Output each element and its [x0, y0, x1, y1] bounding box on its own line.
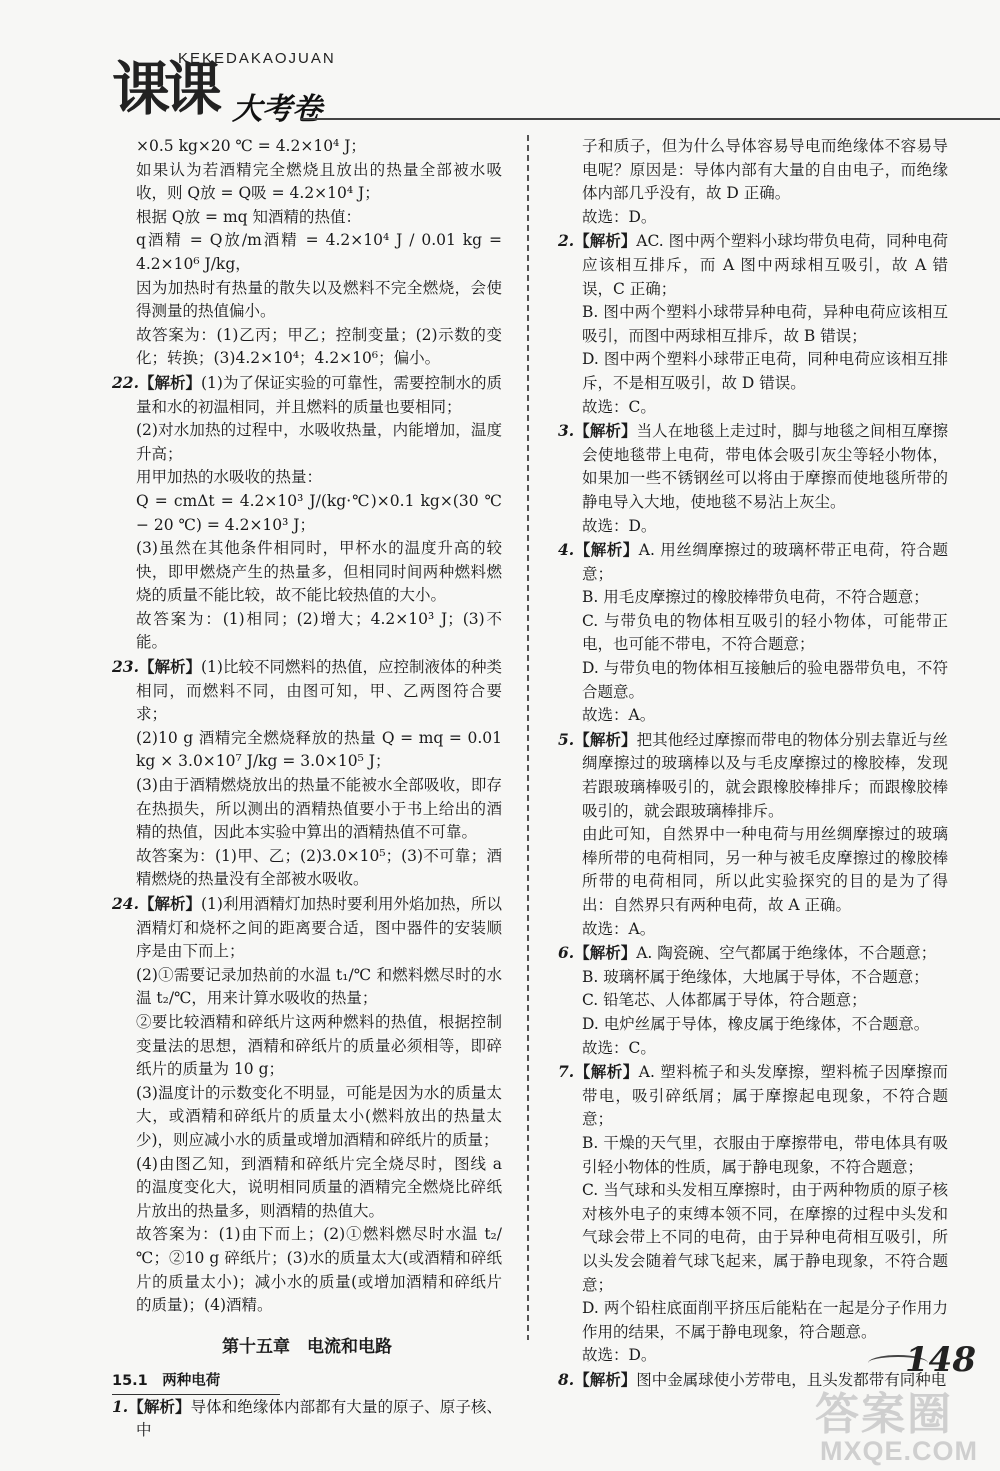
paragraph-text: 故答案为：(1)甲、乙；(2)3.0×10⁵；(3)不可靠；酒精燃烧的热量没有全部被水吸收。: [136, 846, 502, 889]
question-number: 5.: [558, 729, 575, 749]
paragraph-text: 故选：D。: [582, 1346, 657, 1365]
paragraph-text: B. 玻璃杯属于绝缘体，大地属于导体，不合题意；: [582, 967, 929, 986]
right-column: [558, 135, 948, 1392]
paragraph-text: 根据 Q放 = mq 知酒精的热值：: [136, 207, 362, 226]
question-number: 3.: [558, 421, 575, 441]
question-number: 1.: [112, 1396, 129, 1416]
paragraph-text: 由此可知，自然界中一种电荷与用丝绸摩擦过的玻璃棒所带的电荷相同，另一种与被毛皮摩擦过的橡胶棒所带的电荷相同，所以此实验探究的目的是为了得出：自然界只有两种电荷，故 A 正确。: [582, 825, 948, 914]
chapter-title: 第十五章 电流和电路: [222, 1336, 392, 1357]
paragraph-l4: [112, 229, 502, 276]
question-number: 22.: [112, 372, 139, 392]
question-number: 8.: [558, 1369, 575, 1389]
paragraph-text: (1)利用酒精灯加热时要利用外焰加热，所以酒精灯和烧杯之间的距离要合适，图中器件的安装顺序是由下而上；: [136, 895, 502, 961]
paragraph-l11: [112, 537, 502, 608]
paragraph-text: 故选：D。: [582, 516, 657, 535]
paragraph-l2: [112, 159, 502, 206]
paragraph-r17: [558, 941, 948, 966]
paragraph-l19: [112, 1011, 502, 1082]
paragraph-r20: [558, 1013, 948, 1037]
paragraph-r22: [558, 1060, 948, 1132]
paragraph-r21: [558, 1037, 948, 1061]
question-number: 2.: [558, 231, 575, 251]
analysis-tag: 【解析】: [574, 943, 637, 963]
analysis-tag: 【解析】: [138, 894, 201, 913]
paragraph-r19: [558, 989, 948, 1013]
paragraph-text: A. 陶瓷碗、空气都属于绝缘体，不合题意；: [636, 944, 937, 963]
page-number: 148: [905, 1340, 976, 1380]
paragraph-text: ×0.5 kg×20 ℃ = 4.2×10⁴ J；: [136, 137, 366, 155]
paragraph-text: (1)比较不同燃料的热值，应控制液体的种类相同，而燃料不同，由图可知，甲、乙两图符合要求；: [136, 658, 502, 724]
paragraph-r2: [558, 206, 948, 230]
paragraph-text: 如果认为若酒精完全燃烧且放出的热量全部被水吸收，则 Q放 = Q吸 = 4.2×10⁴ J；: [136, 160, 502, 203]
question-number: 4.: [558, 540, 575, 560]
question-number: 6.: [558, 943, 575, 963]
paragraph-text: C. 与带负电的物体相互吸引的轻小物体，可能带正电，也可能不带电，不符合题意；: [582, 611, 948, 654]
paragraph-text: B. 用毛皮摩擦过的橡胶棒带负电荷，不符合题意；: [582, 588, 929, 607]
paragraph-text: q酒精 = Q放/m酒精 = 4.2×10⁴ J / 0.01 kg = 4.2×10⁶ J/kg，: [136, 231, 502, 273]
analysis-tag: 【解析】: [138, 372, 201, 392]
paragraph-l20: [112, 1082, 502, 1153]
paragraph-r14: [558, 728, 948, 823]
paragraph-text: 故选：C。: [582, 397, 656, 416]
paragraph-l12: [112, 608, 502, 655]
paragraph-r18: [558, 966, 948, 990]
paragraph-l7: [112, 371, 502, 419]
paragraph-r6: [558, 396, 948, 420]
question-number: 23.: [112, 657, 139, 677]
paragraph-l6: [112, 324, 502, 371]
paragraph-text: ②要比较酒精和碎纸片这两种燃料的热值，根据控制变量法的思想，酒精和碎纸片的质量必须相等，即碎纸片的质量为 10 g；: [136, 1012, 502, 1079]
paragraph-l3: [112, 206, 502, 230]
analysis-tag: 【解析】: [128, 1396, 191, 1416]
analysis-tag: 【解析】: [574, 1062, 639, 1082]
analysis-tag: 【解析】: [574, 729, 637, 749]
paragraph-l17: [112, 892, 502, 964]
paragraph-l15: [112, 774, 502, 845]
brand-latin: KEKEDAKAOJUAN: [178, 50, 336, 67]
analysis-tag: 【解析】: [138, 657, 201, 677]
section-title: 15.1 两种电荷: [112, 1370, 280, 1395]
header-rule: [300, 118, 1000, 120]
paragraph-l22: [112, 1223, 502, 1317]
paragraph-r7: [558, 419, 948, 514]
paragraph-text: D. 电炉丝属于导体，橡皮属于绝缘体，不合题意。: [582, 1014, 930, 1033]
paragraph-l16: [112, 845, 502, 892]
paragraph-text: B. 干燥的天气里，衣服由于摩擦带电，带电体具有吸引轻小物体的性质，属于静电现象，不符合题意；: [582, 1133, 948, 1176]
paragraph-r10: [558, 586, 948, 610]
paragraph-r1: [558, 135, 948, 206]
paragraph-text: 故选：C。: [582, 1038, 656, 1057]
paragraph-text: B. 图中两个塑料小球带异种电荷，异种电荷应该相互吸引，而图中两球相互排斥，故 B 错误；: [582, 303, 948, 345]
brand-name: 大考卷: [232, 92, 322, 127]
paragraph-r23: [558, 1132, 948, 1179]
column-divider: [527, 135, 529, 1340]
paragraph-r5: [558, 348, 948, 395]
paragraph-text: (1)为了保证实验的可靠性，需要控制水的质量和水的初温相同，并且燃料的质量也要相同；: [136, 373, 502, 416]
paragraph-r3: [558, 229, 948, 301]
paragraph-text: 因为加热时有热量的散失以及燃料不完全燃烧，会使得测量的热值偏小。: [136, 278, 502, 321]
watermark-url: MXQE.COM: [820, 1436, 979, 1466]
paragraph-text: 图中金属球使小芳带电，且头发都带有同种电: [636, 1370, 947, 1389]
paragraph-l9: [112, 466, 502, 490]
paragraph-text: (4)由图乙知，到酒精和碎纸片完全烧尽时，图线 a 的温度变化大，说明相同质量的酒精完全燃烧比碎纸片放出的热量多，则酒精的热值大。: [136, 1154, 502, 1220]
paragraph-l21: [112, 1153, 502, 1224]
paragraph-text: 故答案为：(1)由下而上；(2)①燃料燃尽时水温 t₂/℃；②10 g 碎纸片；(3)水的质量太大(或酒精和碎纸片的质量太小)；减小水的质量(或增加酒精和碎纸片的质量)；(4)酒精。: [136, 1225, 502, 1315]
paragraph-text: (3)由于酒精燃烧放出的热量不能被水全部吸收，即存在热损失，所以测出的酒精热值要小于书上给出的酒精的热值，因此本实验中算出的酒精热值不可靠。: [136, 776, 502, 842]
paragraph-text: 用甲加热的水吸收的热量：: [136, 468, 323, 487]
paragraph-l8: [112, 419, 502, 466]
paragraph-text: 故选：A。: [582, 706, 656, 725]
paragraph-text: 把其他经过摩擦而带电的物体分别去靠近与丝绸摩擦过的玻璃棒以及与毛皮摩擦过的橡胶棒，发现若跟玻璃棒吸引的，就会跟橡胶棒排斥；而跟橡胶棒吸引的，就会跟玻璃棒排斥。: [582, 730, 948, 820]
question-number: 24.: [112, 894, 139, 913]
paragraph-text: AC. 图中两个塑料小球均带负电荷，同种电荷应该相互排斥，而 A 图中两球相互吸引，故 A 错误，C 正确；: [582, 232, 948, 298]
paragraph-text: (2)10 g 酒精完全燃烧释放的热量 Q = mq = 0.01 kg × 3.0×10⁷ J/kg = 3.0×10⁵ J；: [136, 728, 502, 771]
paragraph-r4: [558, 301, 948, 348]
page-header: [0, 0, 1000, 130]
paragraph-r25: [558, 1297, 948, 1344]
question-number: 7.: [558, 1062, 575, 1082]
paragraph-l14: [112, 727, 502, 774]
paragraph-r13: [558, 704, 948, 728]
analysis-tag: 【解析】: [574, 231, 637, 251]
watermark-logo: 答案圈: [815, 1389, 953, 1440]
analysis-tag: 【解析】: [574, 540, 639, 560]
paragraph-r16: [558, 918, 948, 942]
paragraph-r11: [558, 610, 948, 657]
paragraph-text: 故选：D。: [582, 207, 657, 226]
paragraph-text: D. 与带负电的物体相互接触后的验电器带负电，不符合题意。: [582, 659, 948, 701]
paragraph-text: Q = cmΔt = 4.2×10³ J/(kg·℃)×0.1 kg×(30 ℃ − 20 ℃) = 4.2×10³ J；: [136, 491, 502, 534]
paragraph-text: A. 塑料梳子和头发摩擦，塑料梳子因摩擦而带电，吸引碎纸屑；属于摩擦起电现象，不符合题意；: [582, 1063, 948, 1129]
brand-logo-char: 课课: [112, 55, 217, 123]
paragraph-text: D. 图中两个塑料小球带正电荷，同种电荷应该相互排斥，不是相互吸引，故 D 错误。: [582, 350, 948, 392]
paragraph-r12: [558, 657, 948, 704]
paragraph-text: 当人在地毯上走过时，脚与地毯之间相互摩擦会使地毯带上电荷，带电体会吸引灰尘等轻小物体，如果加一些不锈钢丝可以将由于摩擦而使地毯所带的静电导入大地，使地毯不易沾上灰尘。: [582, 422, 948, 511]
paragraph-text: (2)①需要记录加热前的水温 t₁/℃ 和燃料燃尽时的水温 t₂/℃，用来计算水吸收的热量；: [136, 965, 502, 1008]
paragraph-text: C. 当气球和头发相互摩擦时，由于两种物质的原子核对核外电子的束缚本领不同，在摩擦的过程中头发和气球会带上不同的电荷，由于异种电荷相互吸引，所以头发会随着气球飞起来，属于静电现象，不符合题意；: [582, 1181, 948, 1294]
paragraph-text: D. 两个铅柱底面削平挤压后能粘在一起是分子作用力作用的结果，不属于静电现象，符合题意。: [582, 1299, 948, 1341]
paragraph-text: A. 用丝绸摩擦过的玻璃杯带正电荷，符合题意；: [582, 541, 948, 583]
paragraph-text: 导体和绝缘体内部都有大量的原子、原子核、中: [136, 1397, 502, 1440]
paragraph-text: (3)温度计的示数变化不明显，可能是因为水的质量太大，或酒精和碎纸片的质量太小(燃料放出的热量太少)，则应减小水的质量或增加酒精和碎纸片的质量；: [136, 1083, 502, 1149]
paragraph-l10: [112, 490, 502, 537]
paragraph-text: (3)虽然在其他条件相同时，甲杯水的温度升高的较快，即甲燃烧产生的热量多，但相同时间两种燃料燃烧的质量不能比较，故不能比较热值的大小。: [136, 539, 502, 605]
paragraph-l1: [112, 135, 502, 159]
analysis-tag: 【解析】: [574, 421, 637, 441]
paragraph-text: 故选：A。: [582, 919, 656, 938]
paragraph-text: 故答案为：(1)相同；(2)增大；4.2×10³ J；(3)不能。: [136, 609, 502, 652]
paragraph-l13: [112, 655, 502, 727]
analysis-tag: 【解析】: [574, 1369, 637, 1389]
paragraph-text: 子和质子，但为什么导体容易导电而绝缘体不容易导电呢？原因是：导体内部有大量的自由电子，而绝缘体内部几乎没有，故 D 正确。: [582, 137, 948, 203]
paragraph-l5: [112, 277, 502, 324]
paragraph-r24: [558, 1179, 948, 1297]
paragraph-text: (2)对水加热的过程中，水吸收热量，内能增加，温度升高；: [136, 421, 502, 463]
paragraph-r9: [558, 538, 948, 586]
paragraph-text: C. 铅笔芯、人体都属于导体，符合题意；: [582, 991, 867, 1010]
paragraph-r8: [558, 515, 948, 539]
paragraph-text: 故答案为：(1)乙丙；甲乙；控制变量；(2)示数的变化；转换；(3)4.2×10⁴；4.2×10⁶；偏小。: [136, 325, 502, 368]
paragraph-r15: [558, 823, 948, 917]
left-column: [112, 135, 502, 1443]
paragraph-t1: [112, 1395, 502, 1443]
paragraph-l18: [112, 964, 502, 1011]
